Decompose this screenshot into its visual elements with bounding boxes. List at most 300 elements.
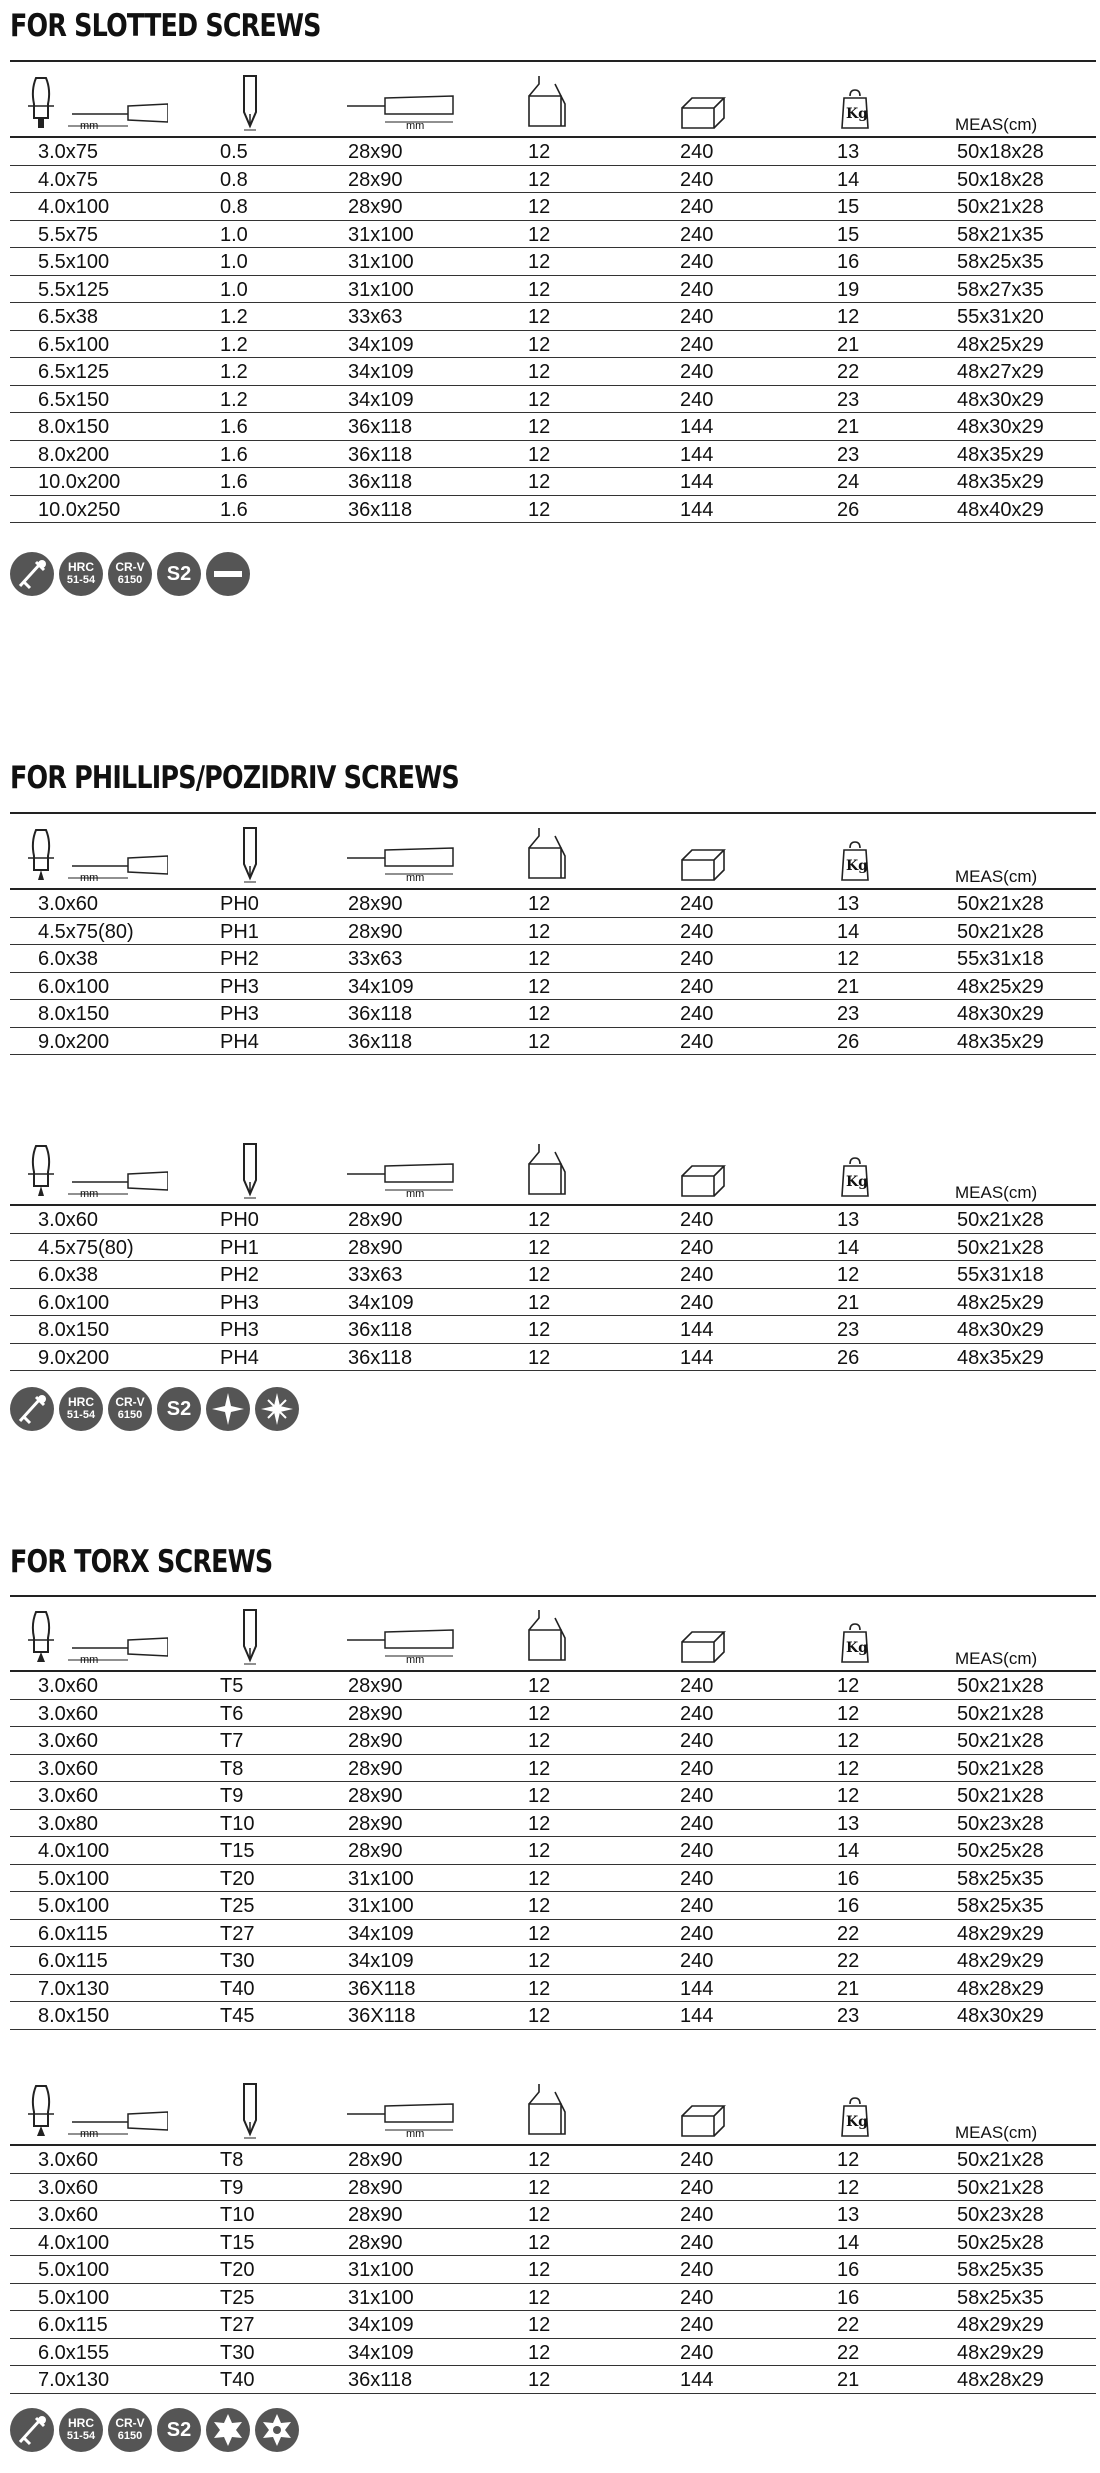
table-cell: 12	[837, 2149, 860, 2171]
table-cell: 6.5x150	[38, 388, 110, 411]
handle-size-icon	[345, 826, 455, 891]
table-cell: 6.0x115	[38, 1922, 108, 1945]
table-cell: 12	[528, 1730, 551, 1752]
table-cell: 240	[680, 1236, 714, 1259]
table-cell: 3.0x60	[38, 893, 99, 915]
magnetic-tip-icon	[10, 2408, 54, 2452]
table-cell: 50x21x28	[957, 1757, 1044, 1780]
table-cell: 22	[837, 361, 860, 383]
table-cell: 31x100	[348, 2259, 414, 2281]
kg-label: Kg	[846, 1174, 868, 1190]
table-cell: 12	[528, 1757, 551, 1780]
table-cell: 1.0	[220, 278, 248, 301]
table-cell: T5	[220, 1675, 244, 1697]
carton-icon	[678, 1608, 728, 1673]
table-cell: 240	[680, 920, 714, 943]
table-cell: 12	[528, 1812, 551, 1835]
table-cell: 12	[528, 1236, 551, 1259]
table-cell: 50x21x28	[957, 2149, 1044, 2171]
handle-size-icon	[345, 2082, 455, 2147]
table-cell: 240	[680, 1702, 714, 1725]
table-cell: T40	[220, 2369, 255, 2391]
table-cell: 34x109	[348, 975, 414, 998]
unit-mm-label: mm	[406, 120, 425, 132]
table-cell: 28x90	[348, 2204, 403, 2226]
table-cell: 144	[680, 498, 714, 521]
table-cell: 55x31x18	[957, 1264, 1044, 1286]
table-cell: 240	[680, 1922, 714, 1945]
table-cell: 12	[528, 168, 551, 191]
table-cell: 58x25x35	[957, 2286, 1044, 2309]
table-cell: 144	[680, 416, 714, 438]
table-cell: 12	[528, 1977, 551, 2000]
table-cell: 12	[528, 223, 551, 246]
table-cell: 50x21x28	[957, 1675, 1044, 1697]
table-row	[10, 1344, 1096, 1372]
table-cell: 12	[528, 975, 551, 998]
table-cell: 12	[837, 948, 860, 970]
table-cell: 12	[528, 1346, 551, 1369]
table-cell: 28x90	[348, 1209, 403, 1231]
table-cell: 33x63	[348, 1264, 403, 1286]
table-row	[10, 303, 1096, 331]
table-cell: 12	[528, 2231, 551, 2254]
table-cell: 15	[837, 223, 860, 246]
table-cell: 1.0	[220, 223, 248, 246]
table-cell: T6	[220, 1702, 244, 1725]
table-cell: 14	[837, 2231, 860, 2254]
section-title-phillips: FOR PHILLIPS/POZIDRIV SCREWS	[10, 760, 459, 796]
table-cell: 13	[837, 893, 860, 915]
kg-label: Kg	[846, 106, 868, 122]
table-cell: 23	[837, 1003, 860, 1025]
table-cell: T20	[220, 2259, 255, 2281]
table-row	[10, 1316, 1096, 1344]
table-cell: 12	[837, 1730, 860, 1752]
table-cell: 58x25x35	[957, 1867, 1044, 1890]
table-row	[10, 413, 1096, 441]
table-cell: 55x31x20	[957, 306, 1044, 328]
table-cell: 50x21x28	[957, 1702, 1044, 1725]
table-cell: 12	[528, 333, 551, 356]
table-cell: 48x30x29	[957, 1003, 1044, 1025]
hrc-badge: HRC 51-54	[59, 552, 103, 596]
table-cell: 3.0x60	[38, 1757, 99, 1780]
table-cell: 5.0x100	[38, 1895, 110, 1917]
table-cell: 240	[680, 1950, 714, 1972]
table-cell: 48x29x29	[957, 2314, 1044, 2336]
slotted-tip-icon	[206, 552, 250, 596]
phillips-tip-icon	[206, 1387, 250, 1431]
section-rule	[10, 60, 1096, 62]
table-cell: 12	[528, 1950, 551, 1972]
table-cell: 144	[680, 2005, 714, 2027]
table-cell: 13	[837, 2204, 860, 2226]
table-cell: 48x28x29	[957, 1977, 1044, 2000]
table-cell: 33x63	[348, 306, 403, 328]
table-cell: 28x90	[348, 920, 403, 943]
table-header	[10, 2078, 1096, 2144]
table-row	[10, 2311, 1096, 2339]
table-cell: 13	[837, 141, 860, 163]
table-cell: 12	[528, 2204, 551, 2226]
table-cell: 55x31x18	[957, 948, 1044, 970]
table-cell: 58x25x35	[957, 251, 1044, 273]
table-cell: 6.5x38	[38, 306, 99, 328]
table-cell: 144	[680, 1346, 714, 1369]
table-cell: 144	[680, 1319, 714, 1341]
table-cell: 1.6	[220, 416, 248, 438]
table-cell: 240	[680, 223, 714, 246]
torx-tip-icon	[206, 2408, 250, 2452]
table-cell: 36x118	[348, 1003, 413, 1025]
table-cell: 240	[680, 948, 714, 970]
table-cell: 240	[680, 2286, 714, 2309]
handle-size-icon	[345, 74, 455, 139]
table-cell: 5.0x100	[38, 2286, 110, 2309]
s2-badge: S2	[157, 2408, 201, 2452]
table-row	[10, 1837, 1096, 1865]
table-cell: 48x35x29	[957, 1030, 1044, 1053]
pozidriv-tip-icon	[255, 1387, 299, 1431]
tip-size-icon	[235, 826, 265, 891]
table-cell: 21	[837, 2369, 860, 2391]
table-cell: 12	[837, 306, 860, 328]
table-cell: 6.0x38	[38, 948, 99, 970]
inner-box-icon	[525, 2082, 569, 2147]
table-cell: 3.0x60	[38, 1785, 99, 1807]
table-cell: 31x100	[348, 2286, 414, 2309]
table-cell: 240	[680, 333, 714, 356]
s2-badge: S2	[157, 1387, 201, 1431]
table-cell: 19	[837, 278, 860, 301]
table-cell: 240	[680, 196, 714, 218]
unit-mm-label: mm	[80, 1188, 99, 1200]
phillips-table	[10, 822, 1096, 1055]
table-cell: T27	[220, 2314, 255, 2336]
table-cell: 14	[837, 1840, 860, 1862]
table-cell: 50x21x28	[957, 1785, 1044, 1807]
table-cell: 1.2	[220, 333, 248, 356]
table-cell: 5.5x75	[38, 223, 99, 246]
table-cell: 12	[528, 920, 551, 943]
table-row	[10, 1727, 1096, 1755]
tip-size-icon	[235, 1142, 265, 1207]
table-row	[10, 386, 1096, 414]
table-row	[10, 1782, 1096, 1810]
inner-box-icon	[525, 1608, 569, 1673]
table-row	[10, 496, 1096, 524]
table-cell: 3.0x60	[38, 2149, 99, 2171]
table-row	[10, 1261, 1096, 1289]
table-cell: 13	[837, 1209, 860, 1231]
table-cell: 240	[680, 1291, 714, 1314]
table-cell: PH3	[220, 975, 259, 998]
table-header	[10, 70, 1096, 136]
table-cell: 12	[528, 1209, 551, 1231]
table-cell: 48x40x29	[957, 498, 1044, 521]
table-cell: 23	[837, 1319, 860, 1341]
table-row	[10, 1700, 1096, 1728]
table-cell: 7.0x130	[38, 1977, 110, 2000]
table-cell: T10	[220, 2204, 255, 2226]
table-cell: 28x90	[348, 1785, 403, 1807]
table-cell: 12	[528, 2286, 551, 2309]
table-cell: 50x21x28	[957, 893, 1044, 915]
table-cell: 4.0x100	[38, 1840, 110, 1862]
table-cell: T30	[220, 1950, 255, 1972]
table-cell: T15	[220, 1840, 255, 1862]
table-cell: 6.0x155	[38, 2341, 110, 2364]
table-cell: T10	[220, 1812, 255, 1835]
table-cell: 4.0x75	[38, 168, 99, 191]
torx-tamper-table	[10, 2078, 1096, 2394]
table-cell: 12	[837, 1675, 860, 1697]
table-cell: 240	[680, 2149, 714, 2171]
table-cell: 240	[680, 2176, 714, 2199]
table-cell: 3.0x75	[38, 141, 99, 163]
kg-label: Kg	[846, 1640, 868, 1656]
s2-badge: S2	[157, 552, 201, 596]
pozidriv-table	[10, 1138, 1096, 1371]
crv-badge: CR-V 6150	[108, 1387, 152, 1431]
table-cell: 36x118	[348, 416, 413, 438]
table-cell: 1.6	[220, 471, 248, 493]
table-cell: 26	[837, 1030, 860, 1053]
table-cell: 36x118	[348, 1346, 413, 1369]
table-cell: PH3	[220, 1291, 259, 1314]
table-cell: 8.0x150	[38, 416, 110, 438]
table-cell: 48x29x29	[957, 1950, 1044, 1972]
table-cell: 58x21x35	[957, 223, 1044, 246]
table-cell: 48x35x29	[957, 1346, 1044, 1369]
table-row	[10, 2002, 1096, 2030]
table-cell: 240	[680, 1895, 714, 1917]
table-cell: 1.6	[220, 443, 248, 466]
table-cell: 31x100	[348, 278, 414, 301]
crv-badge: CR-V 6150	[108, 2408, 152, 2452]
table-cell: 9.0x200	[38, 1030, 110, 1053]
table-row	[10, 2229, 1096, 2257]
table-cell: PH2	[220, 1264, 259, 1286]
table-cell: 48x29x29	[957, 1922, 1044, 1945]
table-cell: 34x109	[348, 2341, 414, 2364]
table-cell: 12	[837, 1757, 860, 1780]
table-cell: 0.5	[220, 141, 248, 163]
meas-header: MEAS(cm)	[955, 2123, 1038, 2142]
table-cell: 28x90	[348, 141, 403, 163]
table-cell: 48x25x29	[957, 975, 1044, 998]
table-row	[10, 918, 1096, 946]
table-cell: 50x18x28	[957, 141, 1044, 163]
table-cell: 31x100	[348, 223, 414, 246]
table-cell: 9.0x200	[38, 1346, 110, 1369]
table-row	[10, 193, 1096, 221]
section-rule	[10, 1595, 1096, 1597]
table-cell: 1.2	[220, 388, 248, 411]
table-cell: 48x35x29	[957, 471, 1044, 493]
table-cell: 13	[837, 1812, 860, 1835]
table-cell: 240	[680, 975, 714, 998]
table-cell: 50x21x28	[957, 1236, 1044, 1259]
table-row	[10, 2146, 1096, 2174]
table-cell: 28x90	[348, 1702, 403, 1725]
unit-mm-label: mm	[406, 872, 425, 884]
table-cell: 12	[528, 471, 551, 493]
section-rule	[10, 812, 1096, 814]
table-row	[10, 2284, 1096, 2312]
table-cell: 12	[528, 306, 551, 328]
table-cell: 23	[837, 2005, 860, 2027]
tip-size-icon	[235, 2082, 265, 2147]
table-cell: 7.0x130	[38, 2369, 110, 2391]
table-cell: 12	[528, 1319, 551, 1341]
table-cell: 144	[680, 443, 714, 466]
table-row	[10, 441, 1096, 469]
table-cell: 48x30x29	[957, 416, 1044, 438]
table-cell: 12	[528, 388, 551, 411]
table-cell: 12	[528, 2341, 551, 2364]
carton-icon	[678, 74, 728, 139]
table-cell: T15	[220, 2231, 255, 2254]
table-cell: 48x25x29	[957, 333, 1044, 356]
table-cell: 31x100	[348, 251, 414, 273]
table-cell: 36X118	[348, 1977, 416, 2000]
table-cell: 12	[528, 196, 551, 218]
table-cell: 1.2	[220, 361, 248, 383]
carton-icon	[678, 826, 728, 891]
table-cell: T7	[220, 1730, 244, 1752]
table-cell: 36x118	[348, 498, 413, 521]
section-title-slotted: FOR SLOTTED SCREWS	[10, 8, 321, 44]
table-row	[10, 138, 1096, 166]
table-cell: 5.0x100	[38, 1867, 110, 1890]
table-cell: 34x109	[348, 1291, 414, 1314]
table-cell: 12	[528, 361, 551, 383]
table-cell: 12	[528, 251, 551, 273]
table-cell: 6.0x38	[38, 1264, 99, 1286]
table-cell: 1.6	[220, 498, 248, 521]
unit-mm-label: mm	[80, 872, 99, 884]
table-cell: 50x23x28	[957, 2204, 1044, 2226]
table-cell: 5.5x125	[38, 278, 110, 301]
table-row	[10, 2366, 1096, 2394]
table-cell: 6.5x100	[38, 333, 110, 356]
table-cell: 3.0x60	[38, 2176, 99, 2199]
table-cell: 3.0x60	[38, 1675, 99, 1697]
tip-size-icon	[235, 1608, 265, 1673]
table-cell: 6.0x115	[38, 2314, 108, 2336]
table-cell: 28x90	[348, 1812, 403, 1835]
table-cell: 14	[837, 920, 860, 943]
handle-size-icon	[345, 1608, 455, 1673]
table-cell: 48x35x29	[957, 443, 1044, 466]
table-cell: 4.0x100	[38, 196, 110, 218]
table-cell: 6.0x100	[38, 975, 110, 998]
table-cell: 58x25x35	[957, 1895, 1044, 1917]
table-cell: 28x90	[348, 1757, 403, 1780]
table-cell: T25	[220, 2286, 255, 2309]
table-cell: 24	[837, 471, 860, 493]
table-cell: 22	[837, 1922, 860, 1945]
table-cell: 4.5x75(80)	[38, 1236, 134, 1259]
table-cell: 240	[680, 141, 714, 163]
table-cell: 50x25x28	[957, 1840, 1044, 1862]
table-row	[10, 1000, 1096, 1028]
table-cell: T25	[220, 1895, 255, 1917]
table-cell: 28x90	[348, 1730, 403, 1752]
table-cell: 8.0x200	[38, 443, 110, 466]
table-cell: 10.0x200	[38, 471, 121, 493]
inner-box-icon	[525, 1142, 569, 1207]
tip-size-icon	[235, 74, 265, 139]
table-cell: 28x90	[348, 893, 403, 915]
table-cell: 12	[837, 2176, 860, 2199]
table-row	[10, 945, 1096, 973]
table-cell: 28x90	[348, 1675, 403, 1697]
table-header	[10, 822, 1096, 888]
meas-header: MEAS(cm)	[955, 115, 1038, 134]
table-cell: 12	[528, 1264, 551, 1286]
table-cell: PH0	[220, 893, 259, 915]
table-cell: 12	[528, 1030, 551, 1053]
table-cell: 3.0x60	[38, 1702, 99, 1725]
table-cell: 12	[528, 498, 551, 521]
table-cell: 3.0x80	[38, 1812, 99, 1835]
table-cell: 48x28x29	[957, 2369, 1044, 2391]
table-cell: T9	[220, 1785, 244, 1807]
table-cell: 0.8	[220, 196, 248, 218]
unit-mm-label: mm	[406, 1188, 425, 1200]
table-row	[10, 1206, 1096, 1234]
table-cell: 16	[837, 1867, 860, 1890]
table-cell: 12	[528, 2176, 551, 2199]
table-cell: 23	[837, 388, 860, 411]
table-cell: 240	[680, 1209, 714, 1231]
table-cell: 50x25x28	[957, 2231, 1044, 2254]
table-cell: 12	[528, 1867, 551, 1890]
table-cell: 5.5x100	[38, 251, 110, 273]
table-cell: 58x25x35	[957, 2259, 1044, 2281]
table-cell: 12	[528, 1840, 551, 1862]
table-cell: 36x118	[348, 2369, 413, 2391]
table-cell: 36x118	[348, 1030, 413, 1053]
unit-mm-label: mm	[80, 2128, 99, 2140]
table-cell: T8	[220, 2149, 244, 2171]
table-cell: 36x118	[348, 471, 413, 493]
table-cell: 240	[680, 168, 714, 191]
table-cell: 36x118	[348, 443, 413, 466]
table-cell: 8.0x150	[38, 2005, 110, 2027]
table-cell: 12	[528, 1675, 551, 1697]
table-row	[10, 2174, 1096, 2202]
table-cell: 50x21x28	[957, 196, 1044, 218]
table-cell: 12	[528, 2149, 551, 2171]
handle-size-icon	[345, 1142, 455, 1207]
table-cell: 12	[528, 948, 551, 970]
table-cell: 28x90	[348, 2149, 403, 2171]
table-cell: 34x109	[348, 361, 414, 383]
table-cell: 240	[680, 278, 714, 301]
table-header	[10, 1138, 1096, 1204]
table-cell: 36X118	[348, 2005, 416, 2027]
table-cell: 1.0	[220, 251, 248, 273]
table-cell: PH2	[220, 948, 259, 970]
table-cell: 12	[528, 1922, 551, 1945]
table-cell: 240	[680, 2231, 714, 2254]
inner-box-icon	[525, 74, 569, 139]
table-cell: 240	[680, 1812, 714, 1835]
